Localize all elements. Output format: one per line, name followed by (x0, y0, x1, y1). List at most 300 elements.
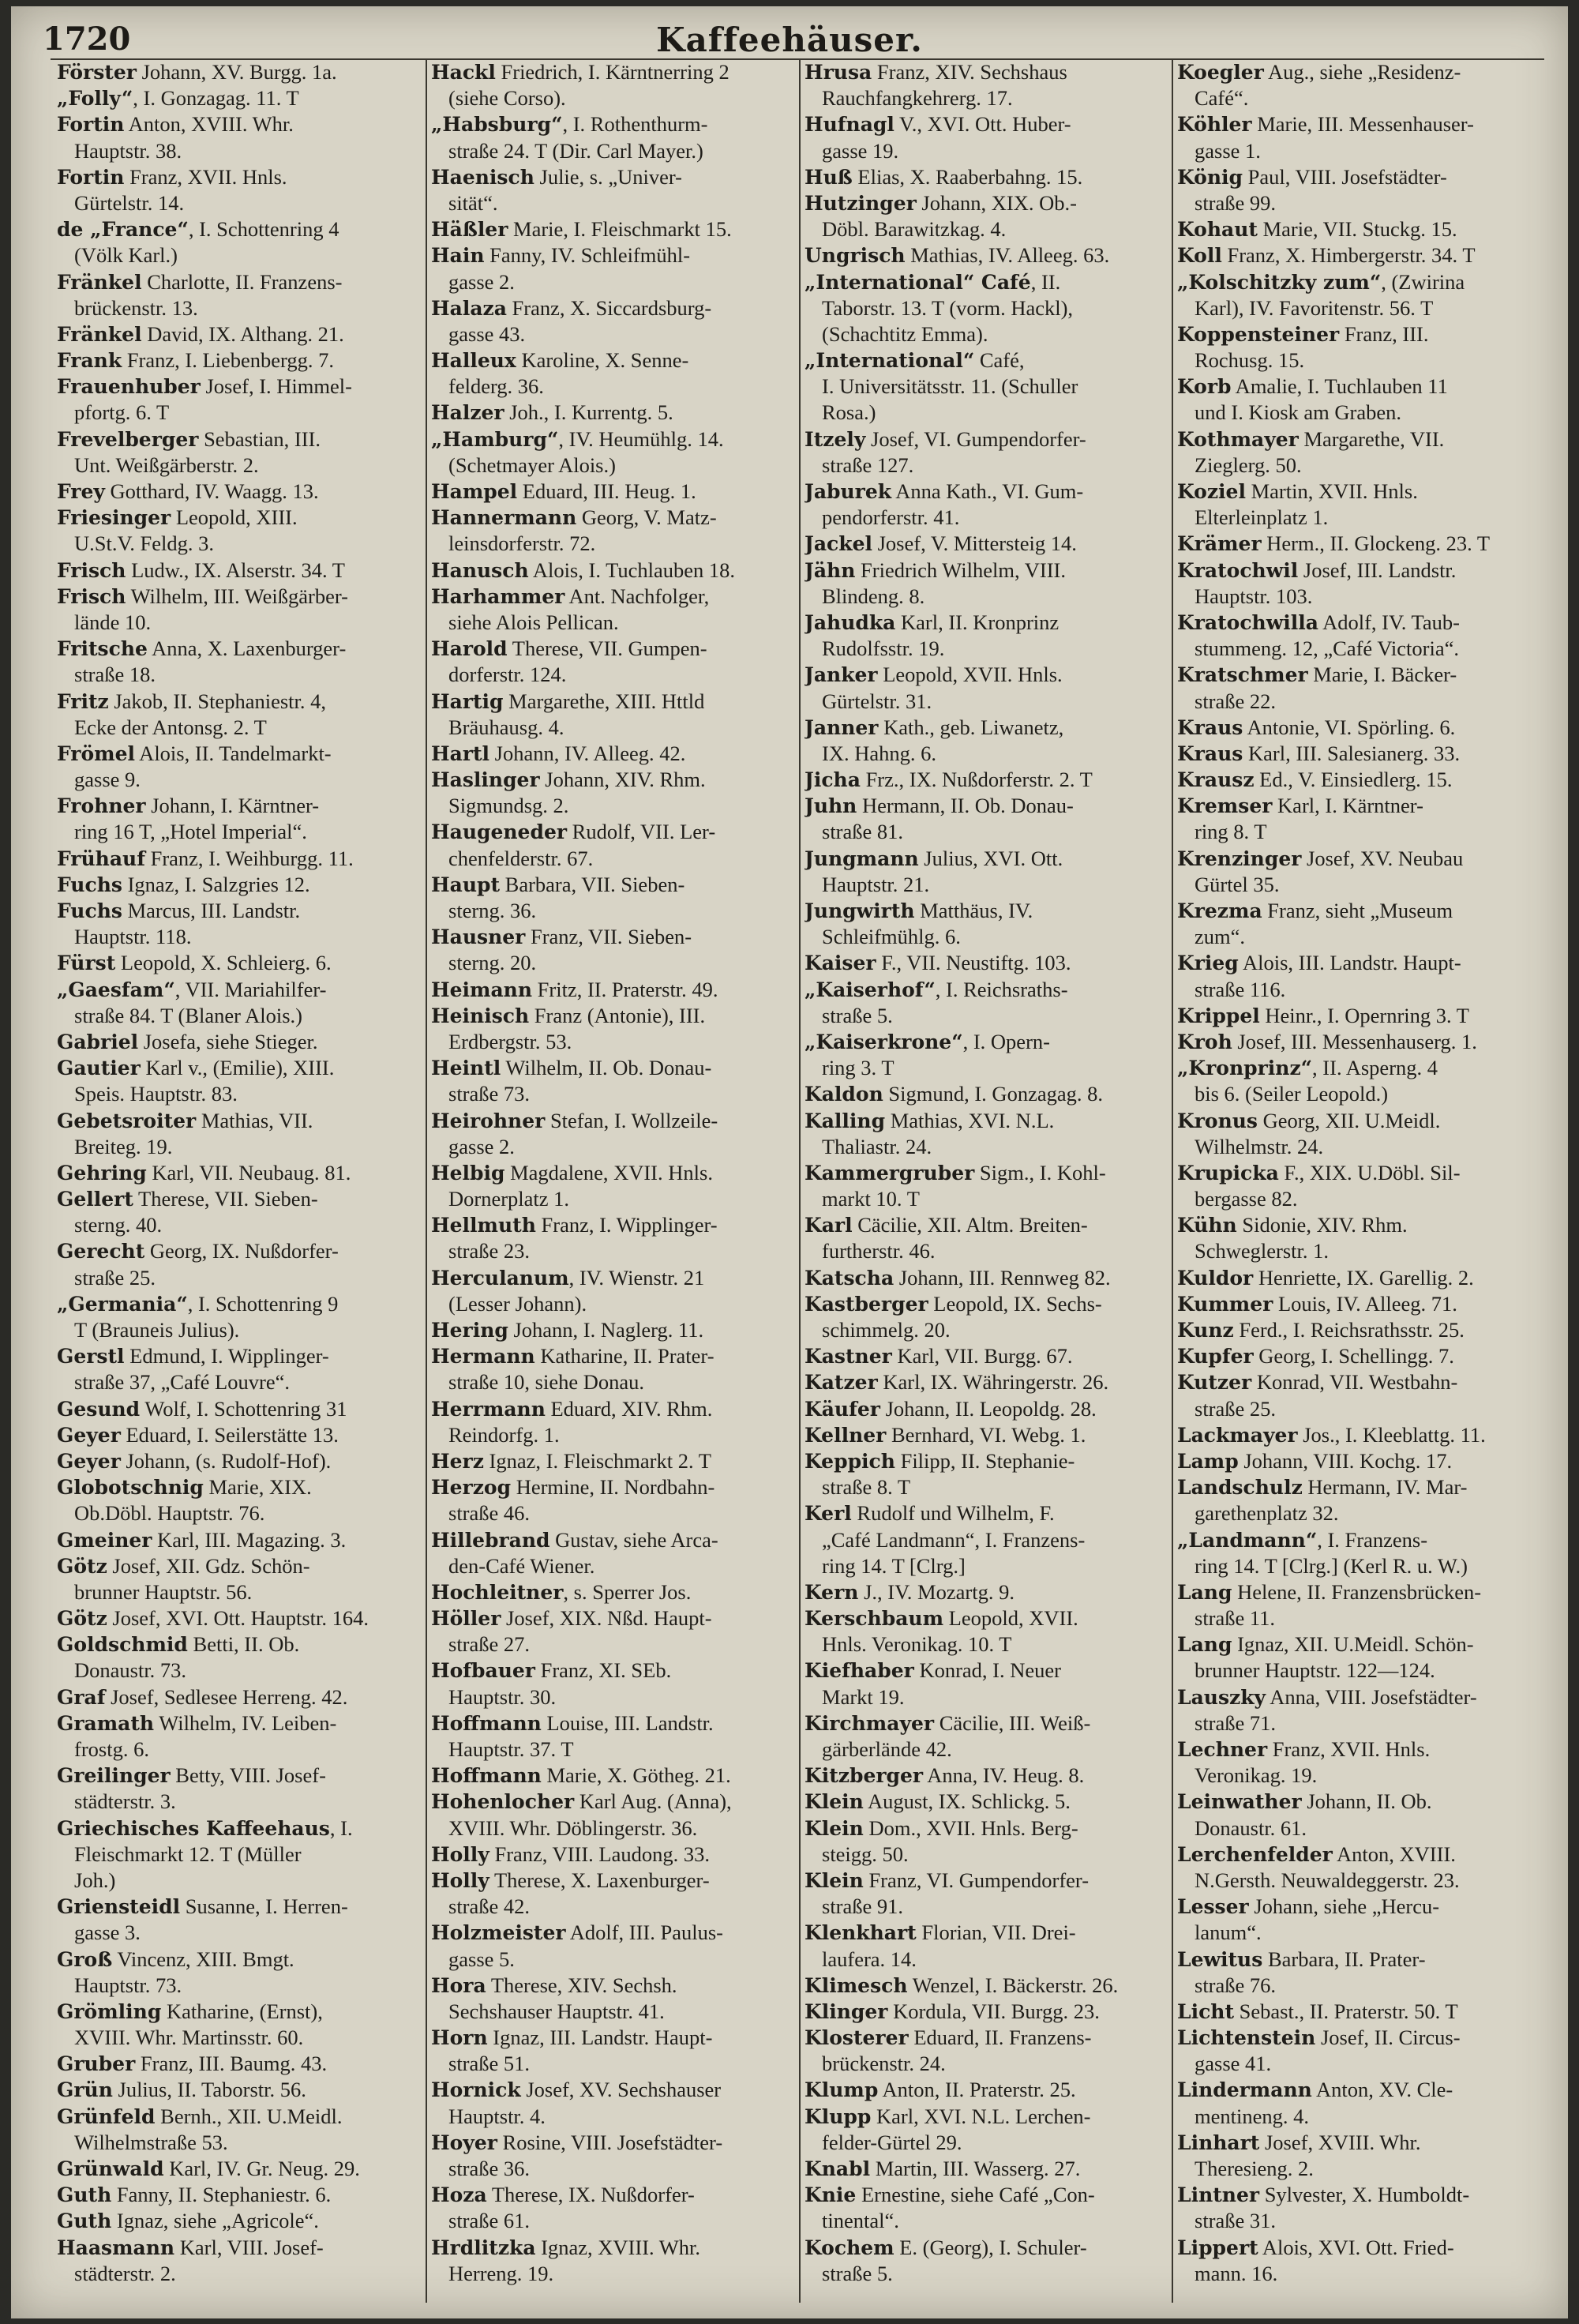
entry-name: Groß (57, 1947, 113, 1971)
entry-name: Lippert (1177, 2236, 1258, 2259)
entry-line (1177, 610, 1542, 636)
entry-continuation: Erdbergstr. 53. (448, 1029, 572, 1053)
entry-line (57, 1423, 422, 1449)
entry-name: Kohaut (1177, 218, 1258, 242)
entry-name: Krieg (1177, 952, 1239, 975)
entry-continuation: U.St.V. Feldg. 3. (74, 531, 214, 556)
entry-continuation: Rauchfangkehrerg. 17. (822, 86, 1013, 111)
entry-line (1177, 60, 1542, 86)
entry-line (57, 217, 422, 243)
entry-line (805, 715, 1169, 742)
entry-name: Haupt (431, 873, 501, 896)
entry-name: Fritsche (57, 637, 148, 661)
entry-name: Kremser (1177, 794, 1273, 818)
entry-line (431, 400, 796, 426)
entry-name: Hackl (431, 61, 496, 84)
entry-line (431, 1213, 796, 1239)
entry-details: Margarethe, VII. (1298, 426, 1445, 451)
entry-line (805, 978, 1169, 1004)
entry-details: Fritz, II. Praterstr. 49. (532, 977, 718, 1001)
entry-continuation: Speis. Hauptstr. 83. (74, 1082, 238, 1106)
entry-details: Katharine, II. Prater- (534, 1344, 714, 1368)
entry-name: Fürst (57, 952, 116, 975)
entry-line (431, 1475, 796, 1501)
entry-details: Ignaz, XVIII. Whr. (535, 2235, 701, 2259)
entry-line (805, 531, 1169, 558)
entry-continuation: Blindeng. 8. (822, 584, 925, 608)
entry-continuation: Wilhelmstr. 24. (1195, 1134, 1324, 1158)
entry-line (1177, 1056, 1542, 1082)
entry-line (805, 558, 1169, 584)
entry-line (1177, 715, 1542, 742)
entry-details: Johann, IV. Alleeg. 42. (489, 741, 686, 765)
entry-name: Karl (805, 1214, 853, 1237)
entry-continuation: markt 10. T (822, 1187, 920, 1211)
entry-continuation: Bräuhausg. 4. (448, 715, 564, 739)
entry-continuation: I. Universitätsstr. 11. (Schuller (822, 374, 1078, 399)
entry-details: Ignaz, XII. U.Meidl. Schön- (1232, 1632, 1474, 1657)
entry-continuation: straße 23. (448, 1239, 531, 1263)
entry-continuation: gasse 2. (448, 1134, 515, 1158)
entry-details: , I. (329, 1815, 353, 1840)
entry-line (431, 2131, 796, 2157)
entry-name: Griensteidl (57, 1895, 181, 1919)
entry-continuation: Rudolfsstr. 19. (822, 636, 945, 661)
entry-line (805, 165, 1169, 191)
entry-continuation: bis 6. (Seiler Leopold.) (1195, 1082, 1389, 1106)
entry-name: Hornick (431, 2078, 521, 2102)
entry-details: Anna Kath., VI. Gum- (891, 479, 1084, 503)
entry-line (805, 191, 1169, 217)
entry-continuation: schimmelg. 20. (822, 1318, 951, 1342)
entry-line (57, 1056, 422, 1082)
page-number: 1720 (43, 21, 131, 58)
entry-line (431, 1658, 796, 1684)
entry-continuation: stummeng. 12, „Café Victoria“. (1195, 636, 1459, 661)
entry-name: Haslinger (431, 768, 540, 792)
entry-line (805, 1973, 1169, 1999)
entry-name: Kuldor (1177, 1266, 1254, 1290)
entry-line (431, 1973, 796, 1999)
entry-line (805, 663, 1169, 689)
entry-line (1177, 1632, 1542, 1658)
entry-details: Anton, XV. Cle- (1311, 2078, 1453, 2102)
entry-name: Globotschnig (57, 1476, 204, 1500)
entry-name: Förster (57, 61, 137, 84)
entry-details: Rudolf, VII. Ler- (567, 820, 716, 844)
entry-name: Kirchmayer (805, 1711, 935, 1735)
entry-details: Josef, XVIII. Whr. (1259, 2130, 1421, 2154)
entry-line (805, 1763, 1169, 1789)
entry-name: „Folly“ (57, 87, 133, 111)
entry-name: Itzely (805, 427, 866, 451)
entry-details: , s. Sperrer Jos. (563, 1579, 692, 1604)
entry-name: Ungrisch (805, 244, 906, 268)
entry-continuation: straße 61. (448, 2209, 531, 2233)
entry-name: Hohenlocher (431, 1790, 575, 1814)
entry-details: Barbara, II. Prater- (1262, 1947, 1426, 1971)
entry-details: Johann, siehe „Hercu- (1248, 1894, 1440, 1919)
entry-line (1177, 663, 1542, 689)
entry-details: Konrad, I. Neuer (913, 1658, 1061, 1683)
entry-name: „Hamburg“ (431, 427, 559, 451)
entry-details: Rudolf und Wilhelm, F. (851, 1501, 1055, 1526)
entry-details: Herm., II. Glockeng. 23. T (1261, 531, 1491, 556)
entry-details: Sigmund, I. Gonzagag. 8. (883, 1082, 1103, 1106)
entry-name: Lang (1177, 1633, 1232, 1657)
entry-name: Gmeiner (57, 1528, 152, 1552)
entry-continuation: pfortg. 6. T (74, 400, 170, 425)
entry-details: Karl, VIII. Josef- (174, 2235, 324, 2259)
entry-continuation: straße 25. (74, 1265, 156, 1290)
entry-details: Friedrich, I. Kärntnerring 2 (495, 60, 729, 84)
entry-name: Gehring (57, 1161, 147, 1185)
entry-name: Krausz (1177, 768, 1255, 792)
entry-details: Ferd., I. Reichsrathsstr. 25. (1233, 1318, 1465, 1342)
entry-name: Kitzberger (805, 1764, 924, 1788)
entry-line (431, 1056, 796, 1082)
entry-name: Fortin (57, 165, 125, 189)
entry-continuation: (Lesser Johann). (448, 1291, 587, 1316)
entry-continuation: Sechshauser Hauptstr. 41. (448, 1999, 665, 2023)
entry-continuation: Markt 19. (822, 1684, 905, 1709)
entry-details: E. (Georg), I. Schuler- (894, 2235, 1087, 2259)
entry-name: Hufnagl (805, 113, 895, 137)
entry-line (431, 1449, 796, 1475)
entry-details: Therese, XIV. Sechsh. (486, 1973, 677, 1997)
entry-line (57, 2209, 422, 2235)
entry-continuation: dorferstr. 124. (448, 663, 567, 687)
entry-continuation: städterstr. 3. (74, 1789, 176, 1814)
entry-line (57, 951, 422, 977)
entry-details: , I. Schottenring 4 (188, 217, 339, 242)
entry-continuation: straße 99. (1195, 190, 1277, 215)
entry-name: Lewitus (1177, 1947, 1263, 1971)
entry-line (57, 1554, 422, 1580)
entry-name: Halaza (431, 296, 507, 320)
entry-details: , I. Franzens- (1317, 1527, 1428, 1552)
entry-line (1177, 1475, 1542, 1501)
entry-details: Frz., IX. Nußdorferstr. 2. T (860, 768, 1093, 792)
entry-name: Kroh (1177, 1030, 1232, 1053)
entry-line (805, 1711, 1169, 1737)
entry-details: , I. Rothenthurm- (562, 112, 708, 137)
entry-line (1177, 243, 1542, 269)
entry-details: Franz, X. Siccardsburg- (506, 295, 712, 320)
entry-line (805, 1370, 1169, 1396)
entry-line (1177, 847, 1542, 873)
entry-line (431, 1711, 796, 1737)
entry-name: Geyer (57, 1449, 121, 1473)
entry-details: Josef, V. Mittersteig 14. (872, 531, 1077, 556)
entry-details: Anton, XVIII. (1332, 1842, 1456, 1866)
entry-name: Kratochwilla (1177, 610, 1318, 634)
entry-details: Betti, II. Ob. (187, 1632, 300, 1657)
entry-details: Karl Aug. (Anna), (574, 1789, 732, 1814)
entry-name: Helbig (431, 1161, 505, 1185)
entry-line (57, 1344, 422, 1370)
entry-continuation: XVIII. Whr. Martinsstr. 60. (74, 2026, 304, 2050)
entry-line (1177, 2026, 1542, 2052)
entry-line (805, 1658, 1169, 1684)
entry-details: Sigm., I. Kohl- (974, 1160, 1106, 1185)
entry-name: Kratschmer (1177, 663, 1308, 687)
column-1 (57, 60, 422, 2288)
entry-name: Grömling (57, 1999, 162, 2023)
entry-continuation: Donaustr. 61. (1195, 1815, 1307, 1840)
entry-name: Halzer (431, 401, 504, 425)
entry-details: Dom., XVII. Hnls. Berg- (863, 1815, 1078, 1840)
entry-continuation: steigg. 50. (822, 1842, 909, 1866)
entry-details: Elias, X. Raaberbahng. 15. (852, 164, 1083, 189)
entry-details: Stefan, I. Wollzeile- (545, 1108, 718, 1132)
entry-continuation: gasse 9. (74, 768, 141, 792)
entry-details: Ernestine, siehe Café „Con- (856, 2183, 1095, 2207)
entry-line (431, 873, 796, 899)
entry-name: Landschulz (1177, 1476, 1303, 1500)
entry-line (431, 1004, 796, 1030)
entry-details: Ed., V. Einsiedlerg. 15. (1254, 768, 1453, 792)
entry-line (57, 1947, 422, 1973)
entry-details: Fanny, II. Stephaniestr. 6. (111, 2183, 332, 2207)
entry-continuation: straße 22. (1195, 689, 1277, 713)
page-header (11, 21, 1568, 60)
entry-name: Katscha (805, 1266, 895, 1290)
entry-name: Kratochwil (1177, 558, 1299, 582)
entry-continuation: Herreng. 19. (448, 2261, 554, 2285)
entry-name: Klinger (805, 1999, 888, 2023)
entry-continuation: Gürtelstr. 14. (74, 190, 185, 215)
entry-line (1177, 165, 1542, 191)
entry-line (805, 1580, 1169, 1606)
entry-name: Hrusa (805, 61, 872, 84)
entry-details: Anna, IV. Heug. 8. (923, 1763, 1085, 1788)
entry-name: de „France“ (57, 218, 189, 242)
entry-details: Ignaz, III. Landstr. Haupt- (487, 2026, 713, 2050)
entry-details: Karl, III. Salesianerg. 33. (1243, 741, 1461, 765)
entry-details: Adolf, III. Paulus- (565, 1920, 724, 1945)
entry-line (431, 427, 796, 453)
entry-details: Vincenz, XIII. Bmgt. (112, 1947, 294, 1971)
entry-details: Helene, II. Franzensbrücken- (1232, 1579, 1482, 1604)
entry-name: Janker (805, 663, 878, 687)
entry-continuation: siehe Alois Pellican. (448, 610, 619, 634)
entry-line (805, 847, 1169, 873)
entry-line (431, 820, 796, 846)
entry-line (57, 689, 422, 715)
entry-name: „International“ (805, 349, 975, 373)
entry-line (1177, 2131, 1542, 2157)
entry-continuation: ring 16 T, „Hotel Imperial“. (74, 820, 307, 844)
entry-details: Jos., I. Kleeblattg. 11. (1297, 1422, 1486, 1447)
entry-line (57, 479, 422, 505)
entry-details: Sylvester, X. Humboldt- (1259, 2183, 1470, 2207)
entry-details: Johann, VIII. Kochg. 17. (1238, 1448, 1453, 1473)
entry-details: Marie, XIX. (203, 1475, 312, 1500)
entry-continuation: felder-Gürtel 29. (822, 2130, 962, 2154)
entry-details: Johann, II. Leopoldg. 28. (880, 1396, 1097, 1421)
entry-line (805, 951, 1169, 977)
entry-details: Aug., siehe „Residenz- (1263, 60, 1461, 84)
entry-continuation: Thaliastr. 24. (822, 1134, 932, 1158)
entry-line (57, 1187, 422, 1213)
entry-name: Klenkhart (805, 1921, 917, 1945)
entry-name: Leinwather (1177, 1790, 1302, 1814)
entry-details: Ignaz, I. Fleischmarkt 2. T (483, 1448, 711, 1473)
entry-name: Lerchenfelder (1177, 1842, 1333, 1866)
entry-name: Kern (805, 1580, 859, 1604)
entry-name: Kunz (1177, 1319, 1234, 1342)
entry-continuation: mann. 16. (1195, 2261, 1278, 2285)
entry-continuation: Hauptstr. 21. (822, 872, 930, 896)
entry-name: Jicha (805, 768, 861, 792)
entry-line (431, 768, 796, 794)
entry-line (431, 2236, 796, 2262)
entry-continuation: Reindorfg. 1. (448, 1422, 560, 1447)
entry-continuation: straße 10, siehe Donau. (448, 1370, 644, 1395)
entry-name: Hora (431, 1973, 486, 1997)
entry-details: Julie, s. „Univer- (534, 164, 683, 189)
entry-details: August, IX. Schlickg. 5. (863, 1789, 1071, 1814)
entry-name: Hochleitner (431, 1580, 564, 1604)
entry-details: Karl, III. Magazing. 3. (152, 1527, 347, 1552)
entry-name: Janner (805, 715, 879, 739)
entry-name: Höller (431, 1607, 501, 1631)
entry-line (431, 1920, 796, 1947)
entry-name: Gellert (57, 1188, 133, 1211)
entry-line (805, 1816, 1169, 1842)
entry-line (431, 1161, 796, 1187)
entry-name: Grünwald (57, 2157, 164, 2180)
entry-continuation: straße 11. (1195, 1606, 1276, 1631)
entry-line (431, 2078, 796, 2104)
entry-name: Lindermann (1177, 2078, 1312, 2102)
entry-details: Karl, VII. Neubaug. 81. (146, 1160, 351, 1185)
entry-continuation: brunner Hauptstr. 122—124. (1195, 1658, 1435, 1683)
entry-line (1177, 1528, 1542, 1554)
entry-continuation: straße 24. T (Dir. Carl Mayer.) (448, 138, 703, 163)
entry-continuation: Donaustr. 73. (74, 1658, 187, 1683)
entry-line (1177, 1947, 1542, 1973)
entry-details: , I. Schottenring 9 (187, 1291, 339, 1316)
entry-name: Horn (431, 2026, 488, 2050)
entry-line (805, 1292, 1169, 1318)
entry-details: Susanne, I. Herren- (180, 1894, 348, 1919)
entry-details: Alois, III. Landstr. Haupt- (1238, 951, 1461, 975)
column-divider (426, 60, 427, 2303)
entry-details: Margarethe, XIII. Httld (503, 689, 705, 713)
entry-line (57, 1528, 422, 1554)
entry-details: Anna, VIII. Josefstädter- (1266, 1684, 1477, 1709)
entry-name: Kalling (805, 1109, 886, 1132)
entry-details: Eduard, I. Seilerstätte 13. (120, 1422, 339, 1447)
entry-name: Hoza (431, 2183, 487, 2207)
entry-line (805, 899, 1169, 925)
entry-name: Hermann (431, 1345, 535, 1368)
entry-continuation: straße 76. (1195, 1973, 1277, 1997)
entry-details: Josef, III. Landstr. (1298, 558, 1457, 582)
entry-name: Klump (805, 2078, 879, 2102)
entry-details: Ignaz, I. Salzgries 12. (122, 872, 310, 896)
entry-name: Grün (57, 2078, 113, 2102)
entry-details: Franz, III. (1339, 321, 1429, 346)
entry-details: Leopold, X. Schleierg. 6. (115, 951, 332, 975)
entry-continuation: straße 81. (822, 820, 904, 844)
entry-name: Gruber (57, 2052, 136, 2076)
entry-details: Wolf, I. Schottenring 31 (140, 1396, 347, 1421)
entry-details: Rosine, VIII. Josefstädter- (497, 2130, 723, 2154)
entry-name: Haenisch (431, 165, 534, 189)
entry-name: Frevelberger (57, 427, 199, 451)
entry-line (1177, 1894, 1542, 1920)
entry-continuation: gasse 2. (448, 269, 515, 294)
entry-name: „International“ Café (805, 270, 1031, 294)
entry-name: Hartig (431, 689, 504, 713)
entry-details: Karl, IV. Gr. Neug. 29. (163, 2157, 360, 2180)
entry-continuation: straße 42. (448, 1894, 531, 1919)
entry-continuation: straße 8. T (822, 1475, 911, 1500)
entry-line (57, 348, 422, 374)
entry-continuation: „Café Landmann“, I. Franzens- (822, 1527, 1086, 1552)
entry-name: Hartl (431, 742, 490, 765)
entry-name: Hain (431, 244, 485, 268)
entry-line (57, 1475, 422, 1501)
entry-name: Krämer (1177, 532, 1262, 556)
entry-line (57, 1397, 422, 1423)
entry-continuation: ring 14. T [Clrg.] (822, 1553, 966, 1578)
entry-details: Franz, VIII. Laudong. 33. (489, 1842, 710, 1866)
entry-line (1177, 1685, 1542, 1711)
entry-details: Therese, IX. Nußdorfer- (486, 2183, 695, 2207)
entry-details: Franz, XVII. Hnls. (124, 164, 287, 189)
entry-details: Magdalene, XVII. Hnls. (504, 1160, 713, 1185)
entry-line (1177, 1266, 1542, 1292)
entry-line (1177, 2078, 1542, 2104)
entry-line (431, 1528, 796, 1554)
entry-name: Klein (805, 1816, 864, 1840)
entry-name: Krezma (1177, 899, 1262, 922)
entry-line (57, 2052, 422, 2078)
entry-line (1177, 1737, 1542, 1763)
entry-continuation: ring 8. T (1195, 820, 1267, 844)
entry-continuation: straße 5. (822, 1003, 893, 1027)
entry-continuation: bergasse 82. (1195, 1187, 1298, 1211)
entry-details: Leopold, XVII. (943, 1606, 1078, 1631)
entry-continuation: Elterleinplatz 1. (1195, 505, 1329, 530)
entry-line (431, 60, 796, 86)
entry-details: Josefa, siehe Stieger. (138, 1029, 318, 1053)
entry-details: , VII. Mariahilfer- (174, 977, 327, 1001)
entry-line (431, 1580, 796, 1606)
entry-name: Hutzinger (805, 191, 917, 215)
entry-name: Hrdlitzka (431, 2236, 536, 2259)
entry-continuation: Sigmundsg. 2. (448, 794, 569, 818)
entry-name: Katzer (805, 1371, 878, 1395)
entry-line (1177, 322, 1542, 348)
entry-line (431, 1842, 796, 1868)
entry-continuation: straße 127. (822, 452, 914, 477)
entry-continuation: gasse 3. (74, 1920, 141, 1945)
entry-details: , (Zwirina (1381, 269, 1465, 294)
entry-line (57, 505, 422, 531)
entry-continuation: städterstr. 2. (74, 2261, 176, 2285)
entry-name: Heintl (431, 1057, 501, 1080)
entry-continuation: Veronikag. 19. (1195, 1763, 1318, 1788)
entry-continuation: garethenplatz 32. (1195, 1501, 1339, 1526)
entry-line (431, 925, 796, 951)
entry-name: Geyer (57, 1423, 121, 1447)
entry-line (1177, 1292, 1542, 1318)
